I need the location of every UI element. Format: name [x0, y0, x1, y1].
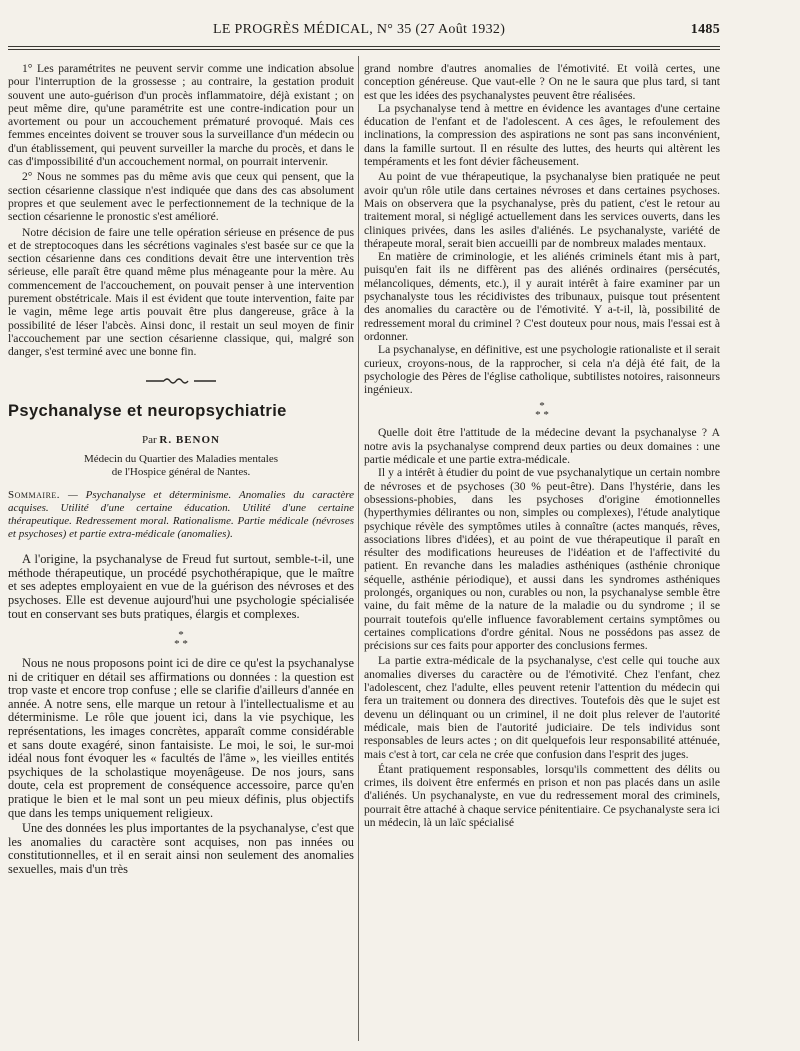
paragraph: 2° Nous ne sommes pas du même avis que ceux qui pensent, que la section césarienne classique n'est indiquée que dans des cas absolument propres et que seulement avec le perfectionnement de la technique de la section césarienne le pronostic s'est amélioré. [8, 170, 354, 224]
asterism-bottom: * * [535, 409, 549, 422]
asterism-bottom: * * [174, 638, 188, 651]
paragraph: Nous ne nous proposons point ici de dire ce qu'est la psychanalyse ni de critiquer en détail ses affirmations ou données : la question est trop vaste et encore trop confuse ; elle se clarifie d'ailleurs d'année en année. A notre sens, elle marque un retour à l'intellectualisme et au déterminisme. Le rôle que jouent ici, dans la vie psychique, les représentations, les images concrètes, apparaît comme considérable et sans doute exagéré, sinon fantaisiste. Le moi, le soi, le sur-moi idéal nous font évoquer les « facultés de l'âme », les vieilles entités psychiques de la scholastique moyenâgeuse. De nos jours, sans doute, cela est proprement de conséquence accessoire, parce qu'en pratique le bien et le mal sont un peu mieux définis, plus objectifs que dans les temps uniquement religieux. [8, 656, 354, 820]
paragraph: 1° Les paramétrites ne peuvent servir comme une indication absolue pour l'interruption de la grossesse ; au contraire, la gestation produit souvent une auto-guérison d'un procès inflammatoire, déjà existant ; on peut même dire, qu'une paramétrite est une contre-indication pour un avortement ou pour un accouchement prématuré provoqué. Mais ces femmes enceintes doivent se trouver sous la surveillance d'un médecin ou d'un établissement, qui peuvent surveiller la marche du procès, et dans le cas d'impossibilité d'un accouchement normal, on pourrait intervenir. [8, 62, 354, 169]
article-title: Psychanalyse et neuropsychiatrie [8, 401, 287, 420]
asterism-top: * [539, 400, 545, 413]
affiliation-line: Médecin du Quartier des Maladies mentales [84, 453, 278, 466]
column-divider [358, 56, 359, 1041]
paragraph: Au point de vue thérapeutique, la psychanalyse bien pratiquée ne peut avoir qu'un rôle utile dans certaines névroses et dans certaines psychoses. Mais on observera que la psychanalyse, près du patient, c'est le retour au traitement moral, si négligé actuellement dans les services ouverts, dans les cliniques privées, dans les asiles d'aliénés. Le psychanalyste, variété de thérapeute moral, serait bien accueilli par de nombreux malades mentaux. [364, 170, 720, 250]
summary-text: — Psychanalyse et déterminisme. Anomalies du caractère acquises. Utilité d'une certaine éducation. Utilité d'une certaine thérapeutique. Redressement moral. Rationalisme. Partie médicale (névroses et psychoses) et partie extra-médicale (anomalies). [8, 489, 354, 541]
paragraph: grand nombre d'autres anomalies de l'émotivité. Et voilà certes, une conception généreuse. Que vaut-elle ? On ne le saura que plus tard, si tant est que les idées des psychanalystes peuvent être réalisées. [364, 62, 720, 102]
affiliation-line: de l'Hospice général de Nantes. [111, 466, 251, 479]
asterism [364, 402, 720, 420]
paragraph: A l'origine, la psychanalyse de Freud fut surtout, semble-t-il, une méthode thérapeutique, un procédé psychothérapique, que le maître et ses adeptes employaient en vue de la guérison des névroses et des psychoses. Elle est devenue aujourd'hui une psychologie spécialisée tout en conservant ses buts pratiques, élargis et complexes. [8, 552, 354, 621]
section-ornament [8, 375, 354, 385]
paragraph: Une des données les plus importantes de la psychanalyse, c'est que les anomalies du caractère sont acquises, non pas innées ou constitutionnelles, et il en serait ainsi non seulement des anomalies sexuelles, mais d'un très [8, 821, 354, 876]
paragraph: Étant pratiquement responsables, lorsqu'ils commettent des délits ou crimes, ils doivent être enfermés en prison et non pas placés dans un asile d'aliénés. Un psychanalyste, en vue du redressement moral des criminels, pourrait être attaché à chaque service pénitentiaire. Ce psychanalyste sera ici un médecin, là un laïc spécialisé [364, 762, 720, 830]
author-name: R. BENON [159, 433, 220, 446]
running-header [8, 22, 720, 44]
summary [8, 489, 354, 541]
ornament-flourish-icon [146, 377, 216, 385]
paragraph: Il y a intérêt à étudier du point de vue psychanalytique un certain nombre de névroses et de psychoses (30 % peut-être). Dans l'hystérie, dans les obsessions-phobies, dans les psychoses d'origine émotionnelles (hyperthymies délirantes ou non, simples ou complexes), l'étude analytique psychique révèle des symptômes utiles à connaître (actes manqués, rêves, associations libres d'idées), et au point de vue thérapeutique il paraît en résulter des modifications heureuses de l'idéation et de l'affectivité du patient. En revanche dans les maladies asthéniques (asthénie chronique séquelle, asthénie périodique), et aussi dans les syndromes asthéniques prolongés, organiques ou non, curables ou non, la psychanalyse semble être vaine, du fait même de la nature de la maladie ou du syndrome ; il se pourrait toutefois qu'elle influence favorablement certains symptômes ou certaines complications d'ordre génital. Nous ne possédons pas assez de précisions sur ces faits pour apporter des conclusions fermes. [364, 466, 720, 653]
paragraph: Quelle doit être l'attitude de la médecine devant la psychanalyse ? A notre avis la psychanalyse comprend deux parties ou deux domaines : une partie médicale et une partie extra-médicale. [364, 426, 720, 467]
page-number: 1485 [690, 22, 720, 37]
asterism-top: * [178, 629, 184, 642]
right-column [364, 62, 720, 829]
left-column [8, 62, 354, 877]
paragraph: Notre décision de faire une telle opération sérieuse en présence de pus et de streptocoques dans les sécrétions vaginales s'est basée sur ce que la section césarienne dans ces conditions devait être une intervention très sérieuse, elle paraît être quand même plus ménageante pour la mère. Au commencement de l'accouchement, on pouvait penser à une intervention purement obstétricale. Mais il est évident que toute intervention, faite par le vagin, même lege artis pouvait être plus dangereuse, grâce à la possibilité de léser l'abcès. Ainsi donc, il restait un seul moyen de finir l'accouchement par une section césarienne classique, qui, malgré son danger, s'est terminé avec une bonne fin. [8, 225, 354, 359]
asterism [8, 631, 354, 649]
summary-label: Sommaire. [8, 489, 61, 502]
paragraph: La psychanalyse, en définitive, est une psychologie rationaliste et il serait curieux, croyons-nous, de la rapprocher, si cela n'a déjà été fait, de la psychologie des Pères de l'église catholique, subtilistes notoires, raisonneurs ingénieux. [364, 343, 720, 397]
byline-prefix: Par [142, 433, 157, 446]
paragraph: La partie extra-médicale de la psychanalyse, c'est celle qui touche aux anomalies diverses du caractère ou de l'émotivité. Chez l'enfant, chez l'adolescent, chez l'adulte, elles peuvent retenir l'attention du médecin qui fera un traitement ou donnera des directives. Toutefois dès que le sujet est devenu un délinquant ou un criminel, il ne doit plus relever de l'autorité médicale, mais bien de l'autorité judiciaire. De tels individus sont responsables de leurs actes ; on dit quelquefois leur responsabilité atténuée, mais c'est à tort, car cela ne crée que confusion dans l'esprit des juges. [364, 654, 720, 761]
paragraph: La psychanalyse tend à mettre en évidence les avantages d'une certaine éducation de l'enfant et de l'adolescent. A ces âges, le refoulement des inclinations, la compression des aspirations ne sont pas sans inconvénient, dans la famille surtout. Il en résulte des luttes, des heurts qui altèrent les tempéraments et les font dévier fâcheusement. [364, 101, 720, 169]
paragraph: En matière de criminologie, et les aliénés criminels étant mis à part, puisqu'en fait ils ne diffèrent pas des aliénés ordinaires (persécutés, mélancoliques, déments, etc.), il y aurait intérêt à faire examiner par un psychanalyste tous les récidivistes des tribunaux, puisque tout présentent des anomalies du caractère ou de l'émotivité. Y a-t-il, là, possibilité de redressement moral du criminel ? C'est douteux pour nous, mais l'essai est à ordonner. [364, 250, 720, 343]
header-rule [8, 46, 720, 50]
byline [8, 434, 354, 447]
author-affiliation [8, 453, 354, 479]
journal-title: LE PROGRÈS MÉDICAL, N° 35 (27 Août 1932) [213, 22, 506, 37]
